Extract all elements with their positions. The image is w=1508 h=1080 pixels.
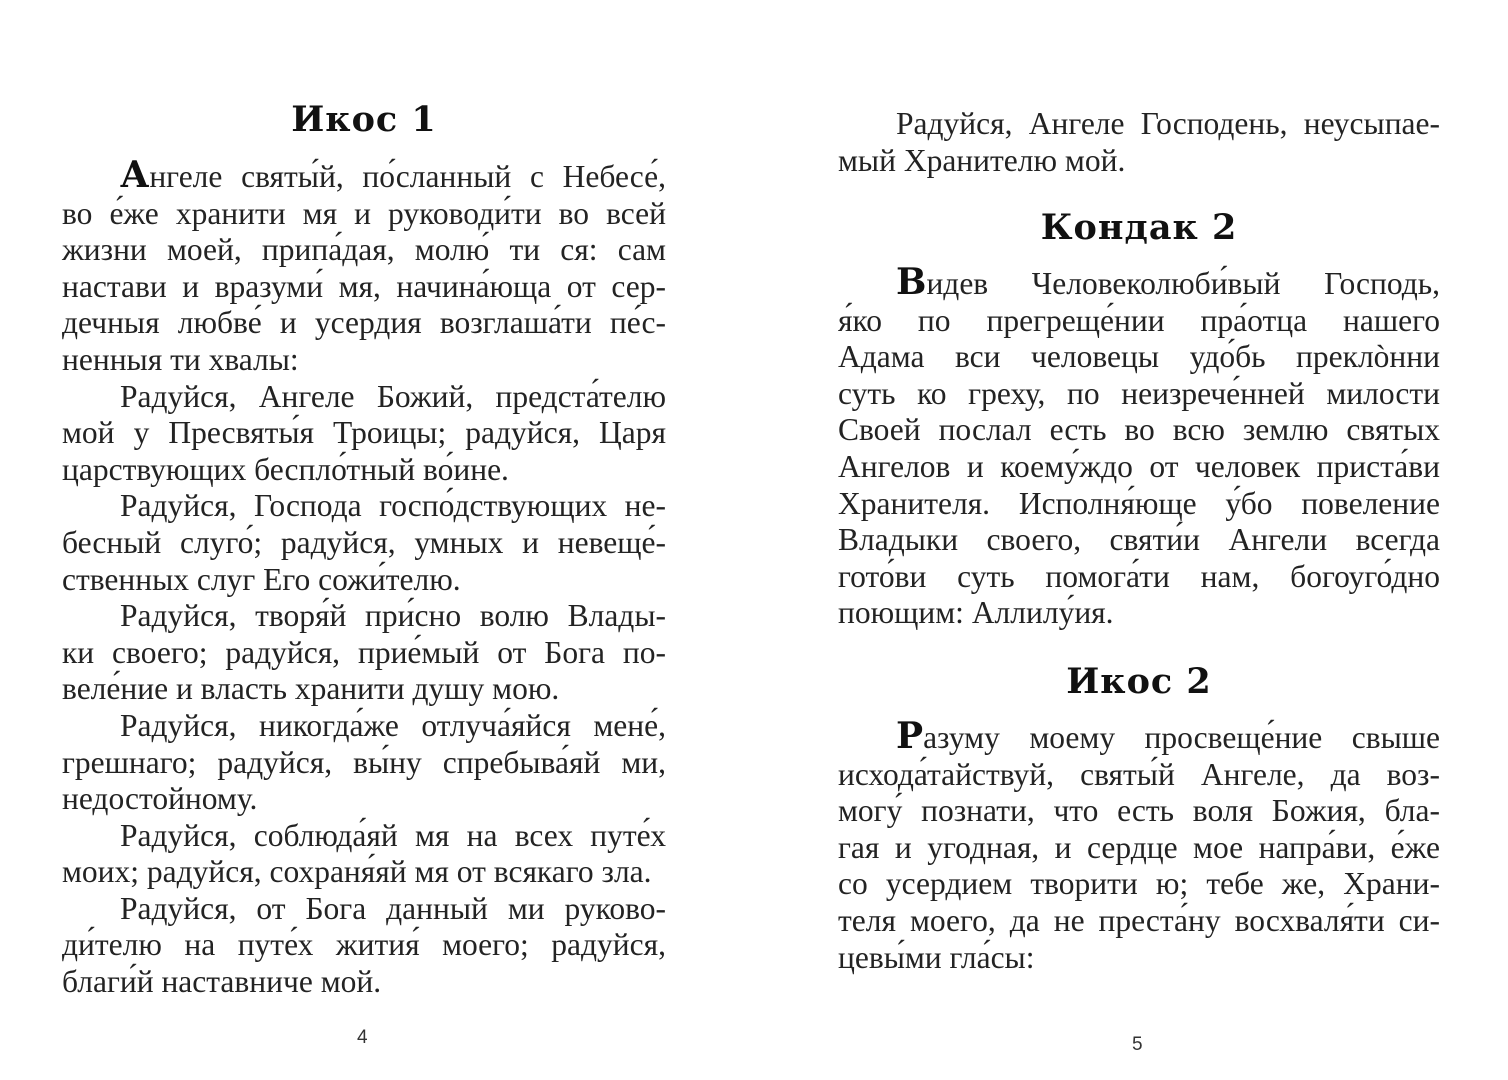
paragraph <box>838 715 1440 976</box>
text-line: настави и вразуми́ мя, начина́юща от сер- <box>62 268 666 304</box>
left-page <box>62 0 666 1080</box>
text-line: Своей послал есть во всю землю святых <box>838 412 1440 448</box>
section-heading-ikos-2: Икос 2 <box>1066 661 1212 702</box>
paragraph <box>838 106 1440 179</box>
drop-cap-initial: А <box>120 154 150 196</box>
text-line: Радуйся, никогда́же отлуча́яйся мене́, <box>120 707 666 743</box>
right-page <box>838 0 1440 1080</box>
text-line: суть ко греху, по неизрече́нней милости <box>838 375 1440 411</box>
page-number-left: 4 <box>357 1027 368 1048</box>
kondak-2-body <box>838 261 1440 632</box>
text-line: Адама вси человецы удо́бь преклòнни <box>838 339 1440 375</box>
text-line: Радуйся, соблюда́яй мя на всех путе́х <box>120 817 666 853</box>
page-number-right: 5 <box>1132 1034 1143 1055</box>
paragraph <box>838 261 1440 632</box>
text-line: веле́ние и власть хранити душу мою. <box>62 671 560 707</box>
text-line: ки своего; радуйся, прие́мый от Бога по- <box>62 634 666 670</box>
paragraph <box>62 708 666 818</box>
ikos-2-body <box>838 715 1440 976</box>
paragraph <box>62 488 666 598</box>
text-line: Видев Человеколюби́вый Господь, <box>896 261 1440 303</box>
drop-cap-initial: Р <box>896 715 924 757</box>
text-line: Хранителя. Исполня́юще у́бо повеление <box>838 485 1440 521</box>
text-line: Ангелов и коему́ждо от человек приста́ви <box>838 448 1440 484</box>
paragraph <box>62 154 666 379</box>
text-line: гая и угодная, и сердце мое напра́ви, е́же <box>838 829 1440 865</box>
text-line: теля моего, да не преста́ну восхваля́ти си- <box>838 902 1440 938</box>
text-line: дечныя любве́ и усердия возглаша́ти пе́с- <box>62 305 666 341</box>
left-page-body <box>62 154 666 1001</box>
text-line: моих; радуйся, сохраня́яй мя от всякаго зла. <box>62 854 652 890</box>
text-line: мый Хранителю мой. <box>838 142 1126 178</box>
text-line: ненныя ти хвалы: <box>62 341 299 377</box>
text-line: со усердием творити ю; тебе же, Храни- <box>838 866 1440 902</box>
text-line: исхода́тайствуй, святы́й Ангеле, да воз- <box>838 756 1440 792</box>
drop-cap-initial: В <box>896 261 927 303</box>
text-line: Радуйся, Ангеле Господень, неусыпае- <box>896 106 1440 141</box>
text-line: недостойному. <box>62 781 258 817</box>
text-line: Радуйся, творя́й при́сно волю Влады- <box>120 598 666 634</box>
section-heading-kondak-2: Кондак 2 <box>1040 207 1238 248</box>
text-line: благи́й наставниче мой. <box>62 964 382 1000</box>
text-line: ди́телю на путе́х жития́ моего; радуйся, <box>62 927 666 963</box>
text-line: Радуйся, Ангеле Божий, предста́телю <box>120 378 666 414</box>
text-line: бесный слуго́; радуйся, умных и невеще́- <box>62 524 666 560</box>
text-line: мой у Пресвяты́я Троицы; радуйся, Царя <box>62 415 666 451</box>
text-line: Радуйся, Господа госпо́дствующих не- <box>120 488 666 524</box>
text-line: царствующих беспло́тный во́ине. <box>62 451 509 487</box>
text-line: Ангеле святы́й, по́сланный с Небесе́, <box>120 154 666 196</box>
text-line: поющим: Аллилу́ия. <box>838 595 1114 631</box>
text-line: во е́же хранити мя и руководи́ти во всей <box>62 195 666 231</box>
text-line: гото́ви суть помога́ти нам, богоуго́дно <box>838 558 1440 594</box>
text-line: Радуйся, от Бога данный ми руково- <box>120 890 666 926</box>
paragraph <box>62 379 666 489</box>
text-line: я́ко по прегреще́нии пра́отца нашего <box>838 302 1440 338</box>
paragraph <box>62 818 666 891</box>
text-line: ственных слуг Его сожи́телю. <box>62 561 461 597</box>
text-line: могу́ познати, что есть воля Божия, бла- <box>838 793 1440 829</box>
section-heading-ikos-1: Икос 1 <box>291 99 437 140</box>
text-line: жизни моей, припа́дая, молю́ ти ся: сам <box>62 232 666 268</box>
text-line: Разуму моему просвеще́ние свыше <box>896 715 1440 757</box>
intro-paragraph <box>838 106 1440 179</box>
paragraph <box>62 891 666 1001</box>
text-line: грешнаго; радуйся, вы́ну спребыва́яй ми, <box>62 744 666 780</box>
paragraph <box>62 598 666 708</box>
text-line: цевы́ми гла́сы: <box>838 939 1035 975</box>
text-line: Владыки своего, святи́и Ангели всегда <box>838 522 1440 558</box>
